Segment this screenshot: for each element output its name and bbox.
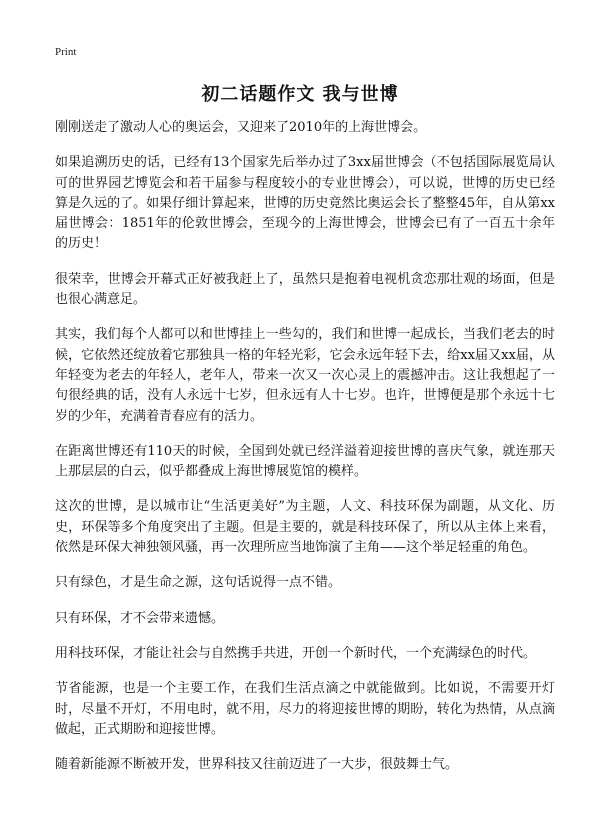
paragraph-6: 这次的世博，是以城市让“生活更美好”为主题，人文、科技环保为副题，从文化、历史，环保等多个角度突出了主题。但是主要的，就是科技环保了，所以从主体上来看，依然是环保大神独领风骚，再一次理所应当地饰演了主角——这个举足轻重的角色。 [55, 499, 555, 556]
paragraph-7: 只有绿色，才是生命之源，这句话说得一点不错。 [55, 575, 342, 591]
article-title: 初二话题作文 我与世博 [201, 84, 399, 105]
paragraph-1: 刚刚送走了激动人心的奥运会，又迎来了2010年的上海世博会。 [55, 120, 427, 135]
paragraph-3: 很荣幸，世博会开幕式正好被我赶上了，虽然只是抱着电视机贪恋那壮观的场面，但是也很心满意足。 [55, 271, 555, 308]
paragraph-11: 随着新能源不断被开发，世界科技又往前迈进了一大步，很鼓舞士气。 [55, 757, 459, 773]
paragraph-9: 用科技环保，才能让社会与自然携手共进，开创一个新时代，一个充满绿色的时代。 [55, 645, 537, 661]
article-body [55, 118, 555, 790]
paragraph-8: 只有环保，才不会带来遗憾。 [55, 610, 225, 626]
paragraph-5: 在距离世博还有110天的时候，全国到处就已经洋溢着迎接世博的喜庆气象，就连那天上那层层的白云，似乎都叠成上海世博展览馆的模样。 [55, 443, 555, 480]
paragraph-4: 其实，我们每个人都可以和世博挂上一些勾的，我们和世博一起成长，当我们老去的时候，它依然还绽放着它那独具一格的年轻光彩，它会永远年轻下去，给xx届又xx届，从年轻变为老去的年轻人，老年人，带来一次又一次心灵上的震撼冲击。这让我想起了一句很经典的话，没有人永远十七岁，但永远有人十七岁。也许，世博便是那个永远十七岁的少年，充满着青春应有的活力。 [55, 327, 555, 424]
paragraph-10: 节省能源，也是一个主要工作，在我们生活点滴之中就能做到。比如说，不需要开灯时，尽量不开灯，不用电时，就不用，尽力的将迎接世博的期盼，转化为热情，从点滴做起，正式期盼和迎接世博。 [55, 681, 555, 737]
paragraph-2: 如果追溯历史的话，已经有13个国家先后举办过了3xx届世博会（不包括国际展览局认可的世界园艺博览会和若干届参与程度较小的专业世博会），可以说，世博的历史已经算是久远的了。如果仔细计算起来，世博的历史竟然比奥运会长了整整45年，自从第xx届世博会：1851年的伦敦世博会，至现今的上海世博会，世博会已有了一百五十余年的历史！ [55, 155, 555, 252]
print-link[interactable]: Print [55, 46, 77, 58]
